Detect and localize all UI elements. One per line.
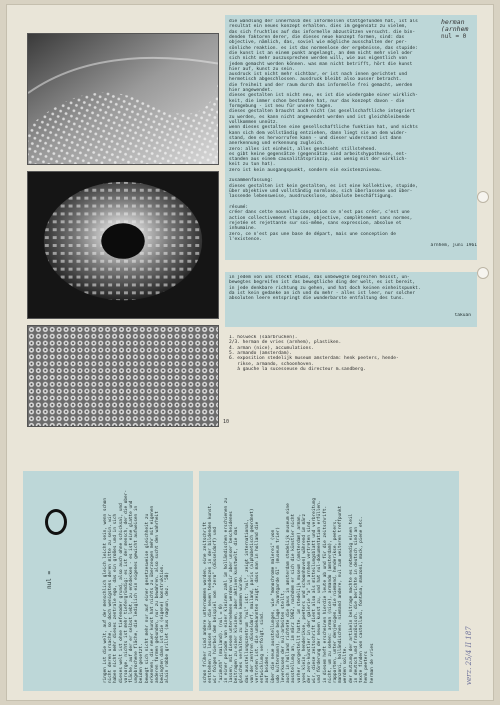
zero-circle-icon — [45, 509, 67, 535]
upper-essay-text: die wandlung der innerhalb des informellen stattgefunden hat, ist als resultat ein neues konzept erhalten. dies im gegensatz zu vielem, das sich fruchtlos auf das informelle abzustützen versucht. die bin- denden faktoren derer, die dieses neue konzept formen, sind: das objective, nämlich, das, soviel wie mögliche ausschalten der per- sönliche reaktion. es ist das normenlose der ergebnisse, das stupide: die kunst ist an einem punkt angelangt, an dem nicht mehr viel oder sich nicht mehr auszusprechen werden will, wie aus eigentlich von jedem gemacht werden können. was man nicht betrifft, hört die kunst hier auf, kunst zu sein. ausdruck ist nicht mehr sichtbar, er ist nach innen gerichtet und hermetisch abgeschlossen. ausdruck bleibt also ausser betracht. die freiheit und der raum durch das informelle frei gemacht, werden hier angewendet. dieses gestalten ist nicht neu, es ist die wiedergabe einer wirklich- keit, die immer schon bestanden hat, nur das konzept davon - die formgebung - ist neu für unsere tagen. dieses gestalten braucht auch nicht (as gesellschaftliche integriert zu werden, es kann nicht angewendet werden und ist gleichbleibende vollkommen unnütz. wenn dieses gestalten eine gesellschaftliche funktion hat, und nichts kann sich dem vollständig entziehen, dann liegt sie an dem wider- stand, den es hervorrufen kann - und dieser widerstand ist dann anerkennung und erkennung zugleich. zero: alles ist einheit, alles geschieht stillstehend. es gibt keine gegensätze (gegensätze sind arbeitshypothesen, ent- standen aus einem causalitätsprinzip, was wenig mit der wirklich- keit zu tun hat). zero ist kein ausgangspunkt, sondern ein existenzniveau. zusammenfassung: dieses gestalten ist kein gestalten, es ist eine kollektive, stupide, über objektive und vollständig normlose, sich überlassene und über- lassende lebensweise, ausdruckslose, absolute beschäftigung. résumé: créer dans cette nouvelle conception ce n'est pas créer, c'est une action collectivement stupide, objective, complètement sans normes, rejetée et rejettante sur soi-même, sans expression, absolue et inhumaine. zero, ce n'est pas une base de départ, mais une conception de l'existence. — [229, 19, 418, 241]
sidebar-line-2: (arnhem — [441, 25, 469, 33]
lower-left-text: ringen ist die welt, auf der menschlich gleich leicht sein, wenn schon nicht deren ursache, so doch wenigstens deren mitte zu sein. wir haben nicht mehr dieses zentrale ego, das ein großes und in sich dieses welt ist ohne tiefenoder grund, also auch ohne schicksal, und vorsorge. nichts ist mehr tiefergründig: es ist der mensch, der die ober- fläche, auf der er selbst lebt, zu entdecken - es ist eine glatte und ungebrochene fläche, die lediglich ein eigenes gewicht aufweisen in beiden gesetzt. bewegt sich nicht mehr nur auf einer gesetzesweise gleichheit zu erkennen, die neuer kunst hat nichts zu überzeugen mehr mit eigenen anderen formen gebunden, nur zu bewahren. also sucht den wahrheit bedingten dann ist die (eigene) konstruktion. alain robbe grillet (aus nagnun, dez. '58) — [103, 490, 171, 683]
upper-signature: arnhem, juni 1961 — [430, 243, 477, 248]
sidebar-author — [441, 19, 491, 40]
punch-hole-bottom — [477, 267, 489, 279]
handwritten-archive-note: verz. 25/4 II 187 — [465, 626, 473, 685]
lower-left-heading: nul = — [46, 570, 53, 589]
photo-spiral-relief — [27, 171, 219, 319]
magazine-page — [6, 4, 494, 701]
sidebar-line-3: nul = 0 — [441, 33, 467, 40]
punch-hole-top — [477, 191, 489, 203]
photo-cells-texture — [27, 325, 219, 427]
photo-captions: 1. holweck (saarbrücken). 2/3. herman de vries (arnhem), plastiken. 4. arman (nice), accumulations. 5. armando (amsterdam). 6. exposition stedelijk museum amsterdam: henk peeters, hende- rikse, armando, schoonhoven. à gauche la sucesseuse du directeur m.sandberg. — [229, 335, 399, 372]
page-number: 10 — [223, 419, 230, 425]
middle-quote-text: in jedem von uns steckt etwas, das unbewegte begreifen heisst, un- bewegtes begreifen ist das bewegtliche ding der welt, es ist bereit, in jede denkbare richtung zu gehen, und hat doch keinen einheitspunkt. da ist kein gedanke an ich und du mehr - alles ist leer, nur solcher absoluten leere entspringt die wunderbarste entfaltung des tuns. — [229, 275, 421, 302]
lower-right-text: schon früher sind andere unternommen worden, eine zeitschrift entstehen zu lassen über die neuen tendenzen in der bildenden kunst. wir folgen hierbei dem beispiel von "zero" (düsseldorf) und "azimuth" (mailand). (nul = 0) in einer periode von einer kleinen zahl im holländischen erschienen zu lassen, mit diesem unternehmen werden wir aber unser bescheidenes beitragen zu einer kleinen, aber aktiven kunstwelt, die das gleiches verhalten zu sehen kommen würde. das ausstellungszentrum "nul" ist: "nul", zeigt international, von der zentren düsseldorf, mailand, paris (alphabetisch geordnet) vertreten ist. die unbekannten zeigt, dass man in holland die entwicklung verfolgt, sind. auf beiden... über die neue ausstellungen, wie "monochrome malerei" (von udo kultermann), die beilage "avantgarde 61" (museum trier) leverkusen der nul-arbeiten stellt, auch in holland richtete die gaus in amsterdam stedelijk museum eine ausstellung an, im märz 1962, nachdem er sich die künstler nicht vorher vorgestellt hatte. im stedelijk museum (amsterdam) arman, yves klein, henderikse, peeters und schoonhoven) während im märz der zero-künstler in der galerie "a" in arnhem vertreten sind. wir, diese zeitschrift dient also als mitteilungsblatt und verbreitung und förderung der neuen kunst zu, und hat nul-dokumentation erfüllen. in diesem heft erscheinen hierdie leute ab und für die zeitschrift. nicht, um zu sehen: arman (nice), armando (amsterdam), rapporten, unter denjenigen, die niemand, henderikse, peeters, manzoni, holländischen. niemand andere, nul zum weiteren treffpunkt werden sollte. der nutzung der artikeln beitrage machte es notwendig einen teil in deutsch und französisch. die berichte in deutsch sind an texte finden von castellani, fontana, manzoni, mack, piene etc. henk peeters herman de vries — [203, 497, 375, 683]
middle-signature: takuan — [454, 313, 471, 318]
sidebar-line-1: herman — [441, 18, 465, 26]
photo-wave-sculpture — [27, 33, 219, 165]
